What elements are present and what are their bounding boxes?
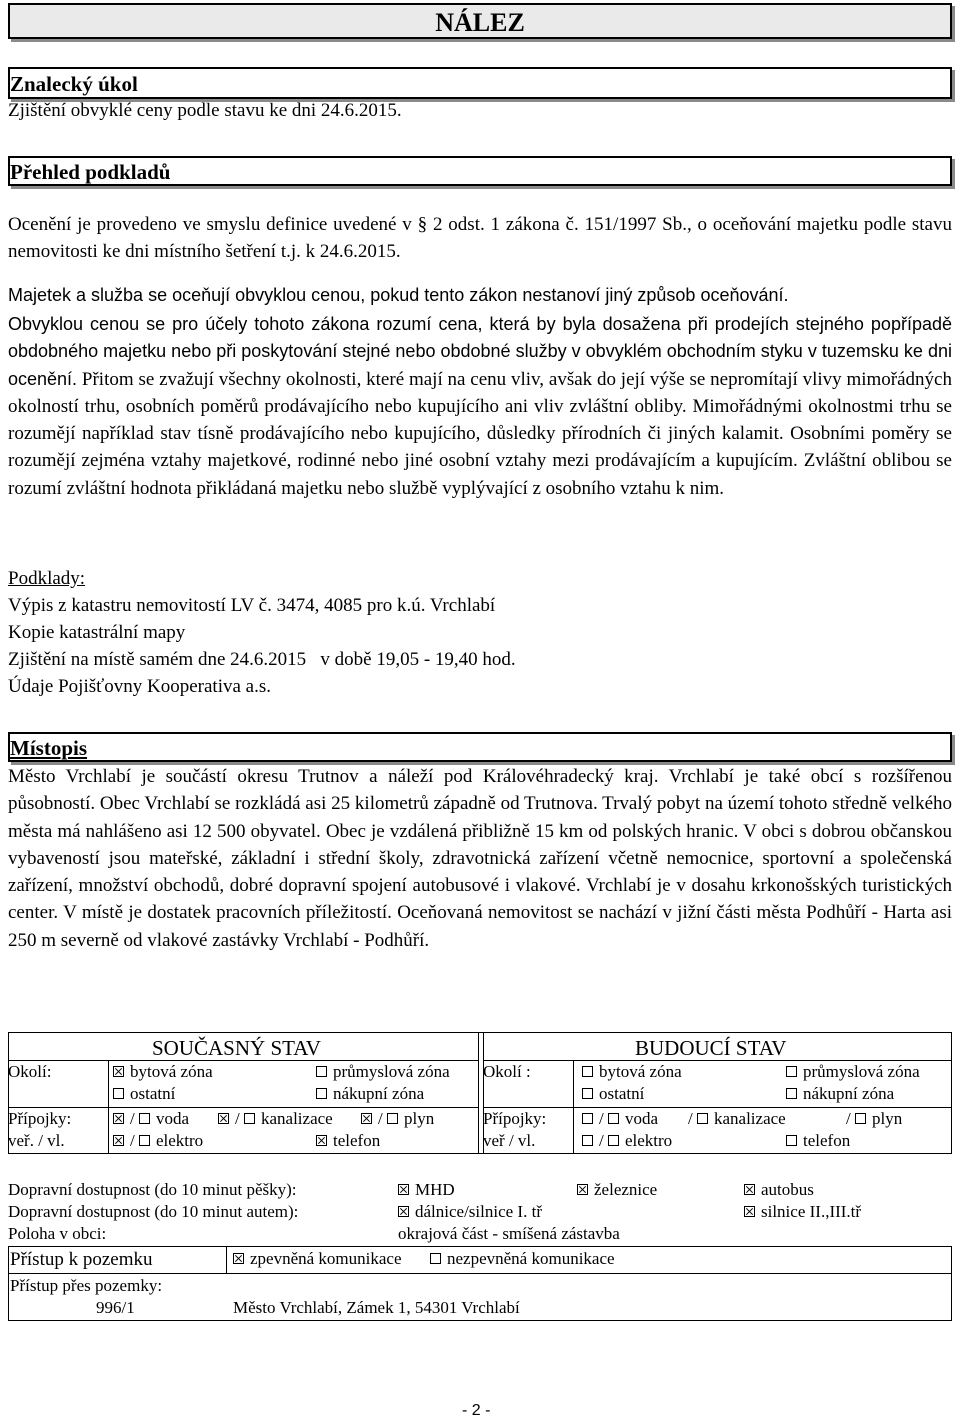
checkbox-icon[interactable] (582, 1135, 593, 1146)
checkbox-icon[interactable] (786, 1088, 797, 1099)
pres-label: Přístup přes pozemky: (10, 1276, 163, 1295)
podklady-item-1: Výpis z katastru nemovitostí LV č. 3474, 4085 pro k.ú. Vrchlabí (8, 595, 496, 616)
intro-paragraph: Ocenění je provedeno ve smyslu definice uvedené v § 2 odst. 1 zákona č. 151/1997 Sb., o oceňování majetku podle stavu nemovitosti ke dni místního šetření t.j. k 24.6.2015. (8, 214, 952, 263)
doprava-zeleznice: železnice (577, 1180, 657, 1200)
future-elektro: / elektro (582, 1131, 672, 1151)
checkbox-icon[interactable] (697, 1113, 708, 1124)
checkbox-icon[interactable] (582, 1066, 593, 1077)
poloha-value: okrajová část - smíšená zástavba (398, 1224, 620, 1243)
mistopis-label: Místopis (10, 736, 88, 760)
current-title: SOUČASNÝ STAV (152, 1036, 321, 1060)
checkbox-checked-icon[interactable] (744, 1206, 755, 1217)
checkbox-icon[interactable] (582, 1088, 593, 1099)
checkbox-checked-icon[interactable] (218, 1113, 229, 1124)
future-title: BUDOUCÍ STAV (635, 1036, 787, 1060)
current-pripojky-label: Přípojky: (8, 1109, 72, 1128)
podklady-label: Podklady: (8, 568, 86, 589)
doprava-pesky-label: Dopravní dostupnost (do 10 minut pěšky): (8, 1180, 297, 1199)
current-telefon: telefon (316, 1131, 380, 1151)
podklady-item-3: Zjištění na místě samém dne 24.6.2015 v době 19,05 - 19,40 hod. (8, 649, 516, 670)
current-okoli-label: Okolí: (8, 1062, 52, 1081)
checkbox-icon[interactable] (786, 1135, 797, 1146)
vlastnik: Město Vrchlabí, Zámek 1, 54301 Vrchlabí (233, 1298, 520, 1317)
current-elektro: / elektro (113, 1131, 203, 1151)
ukol-section (8, 67, 952, 99)
checkbox-icon[interactable] (113, 1088, 124, 1099)
future-telefon: telefon (786, 1131, 850, 1151)
checkbox-checked-icon[interactable] (577, 1184, 588, 1195)
checkbox-checked-icon[interactable] (233, 1253, 244, 1264)
parcela: 996/1 (96, 1298, 135, 1317)
poloha-label: Poloha v obci: (8, 1224, 107, 1243)
checkbox-icon[interactable] (244, 1113, 255, 1124)
checkbox-icon[interactable] (139, 1135, 150, 1146)
podklady-header-label: Přehled podkladů (10, 160, 171, 184)
current-ver-label: veř. / vl. (8, 1131, 65, 1150)
current-nakupni: nákupní zóna (316, 1084, 424, 1104)
checkbox-checked-icon[interactable] (113, 1135, 124, 1146)
future-nakupni: nákupní zóna (786, 1084, 894, 1104)
ukol-label: Znalecký úkol (10, 72, 138, 96)
doprava-autem-label: Dopravní dostupnost (do 10 minut autem): (8, 1202, 299, 1221)
checkbox-checked-icon[interactable] (113, 1066, 124, 1077)
checkbox-icon[interactable] (608, 1135, 619, 1146)
podklady-item-4: Údaje Pojišťovny Kooperativa a.s. (8, 676, 271, 697)
definition-sans: Obvyklou cenou se pro účely tohoto zákona rozumí cena, která by byla dosažena při prodejích stejného popřípadě obdobného majetku nebo při poskytování stejné nebo obdobné služby v obvyklém obchodním styku v tuzemsku ke dni ocenění. (8, 314, 952, 389)
page-number: - 2 - (462, 1402, 491, 1419)
current-prumyslova: průmyslová zóna (316, 1062, 450, 1082)
future-okoli-label: Okolí : (483, 1062, 531, 1081)
checkbox-icon[interactable] (608, 1113, 619, 1124)
checkbox-checked-icon[interactable] (398, 1206, 409, 1217)
title-bar (8, 3, 952, 39)
doprava-mhd: MHD (398, 1180, 455, 1200)
current-kanalizace: / kanalizace (218, 1109, 333, 1129)
checkbox-icon[interactable] (430, 1253, 441, 1264)
definition-serif: Přitom se zvažují všechny okolnosti, které mají na cenu vliv, avšak do její výše se nepromítají vlivy mimořádných okolností trhu, osobních poměrů prodávajícího nebo kupujícího ani vliv zvláštní obliby. Mimořádnými okolnostmi trhu se rozumějí například stav tísně prodávajícího nebo kupujícího, důsledky přírodních či jiných kalamit. Osobními poměry se rozumějí zejména vztahy majetkové, rodinné nebo jiné osobní vztahy mezi prodávajícím a kupujícím. Zvláštní oblibou se rozumí zvláštní hodnota přikládaná majetku nebo službě vyplývající z osobního vztahu k nim. (8, 368, 952, 499)
pristup-nezpevnena: nezpevněná komunikace (430, 1249, 615, 1269)
checkbox-icon[interactable] (316, 1066, 327, 1077)
checkbox-icon[interactable] (855, 1113, 866, 1124)
current-bytova: bytová zóna (113, 1062, 213, 1082)
current-plyn: / plyn (361, 1109, 434, 1129)
future-prumyslova: průmyslová zóna (786, 1062, 920, 1082)
mistopis-section (8, 732, 952, 762)
future-plyn: / plyn (846, 1109, 903, 1128)
checkbox-icon[interactable] (582, 1113, 593, 1124)
doprava-dalnice: dálnice/silnice I. tř (398, 1202, 542, 1222)
current-voda: / voda (113, 1109, 189, 1129)
future-bytova: bytová zóna (582, 1062, 682, 1082)
checkbox-checked-icon[interactable] (398, 1184, 409, 1195)
podklady-item-2: Kopie katastrální mapy (8, 622, 186, 643)
future-pripojky-label: Přípojky: (483, 1109, 547, 1128)
checkbox-icon[interactable] (387, 1113, 398, 1124)
pristup-label: Přístup k pozemku (10, 1249, 153, 1270)
checkbox-checked-icon[interactable] (113, 1113, 124, 1124)
current-ostatni: ostatní (113, 1084, 175, 1104)
future-kanalizace: / kanalizace (688, 1109, 786, 1128)
ukol-text: Zjištění obvyklé ceny podle stavu ke dni 24.6.2015. (8, 100, 402, 121)
mistopis-paragraph: Město Vrchlabí je součástí okresu Trutnov a náleží pod Královéhradecký kraj. Vrchlabí je také obcí s rozšířenou působností. Obec Vrchlabí se rozkládá asi 25 kilometrů západně od Trutnova. Trvalý pobyt na území tohoto středně velkého města má nahlášeno asi 12 500 obyvatel. Obec je vzdálená přibližně 15 km od polských hranic. V obci s dobrou občanskou vybaveností jsou mateřské, základní i střední školy, zdravotnická zařízení včetně nemocnice, sportovní a společenská zařízení, množství obchodů, dobré dopravní spojení autobusové i vlakové. Vrchlabí je v dosahu krkonošských turistických center. V místě je dostatek pracovních příležitostí. Oceňovaná nemovitost se nachází v jižní části města Podhůří - Harta asi 250 m severně od vlakové zastávky Vrchlabí - Podhůří. (8, 766, 952, 951)
checkbox-checked-icon[interactable] (744, 1184, 755, 1195)
podklady-section (8, 156, 952, 186)
future-voda: / voda (582, 1109, 658, 1129)
definition-paragraph (8, 311, 952, 502)
checkbox-checked-icon[interactable] (316, 1135, 327, 1146)
checkbox-icon[interactable] (139, 1113, 150, 1124)
doprava-silnice: silnice II.,III.tř (744, 1202, 861, 1222)
pristup-zpevnena: zpevněná komunikace (233, 1249, 402, 1269)
checkbox-icon[interactable] (786, 1066, 797, 1077)
checkbox-checked-icon[interactable] (361, 1113, 372, 1124)
checkbox-icon[interactable] (316, 1088, 327, 1099)
future-ver-label: veř / vl. (483, 1131, 536, 1150)
doprava-autobus: autobus (744, 1180, 814, 1200)
future-ostatni: ostatní (582, 1084, 644, 1104)
definition-line1: Majetek a služba se oceňují obvyklou cenou, pokud tento zákon nestanoví jiný způsob oceňování. (8, 285, 789, 305)
page-title: NÁLEZ (435, 8, 525, 37)
